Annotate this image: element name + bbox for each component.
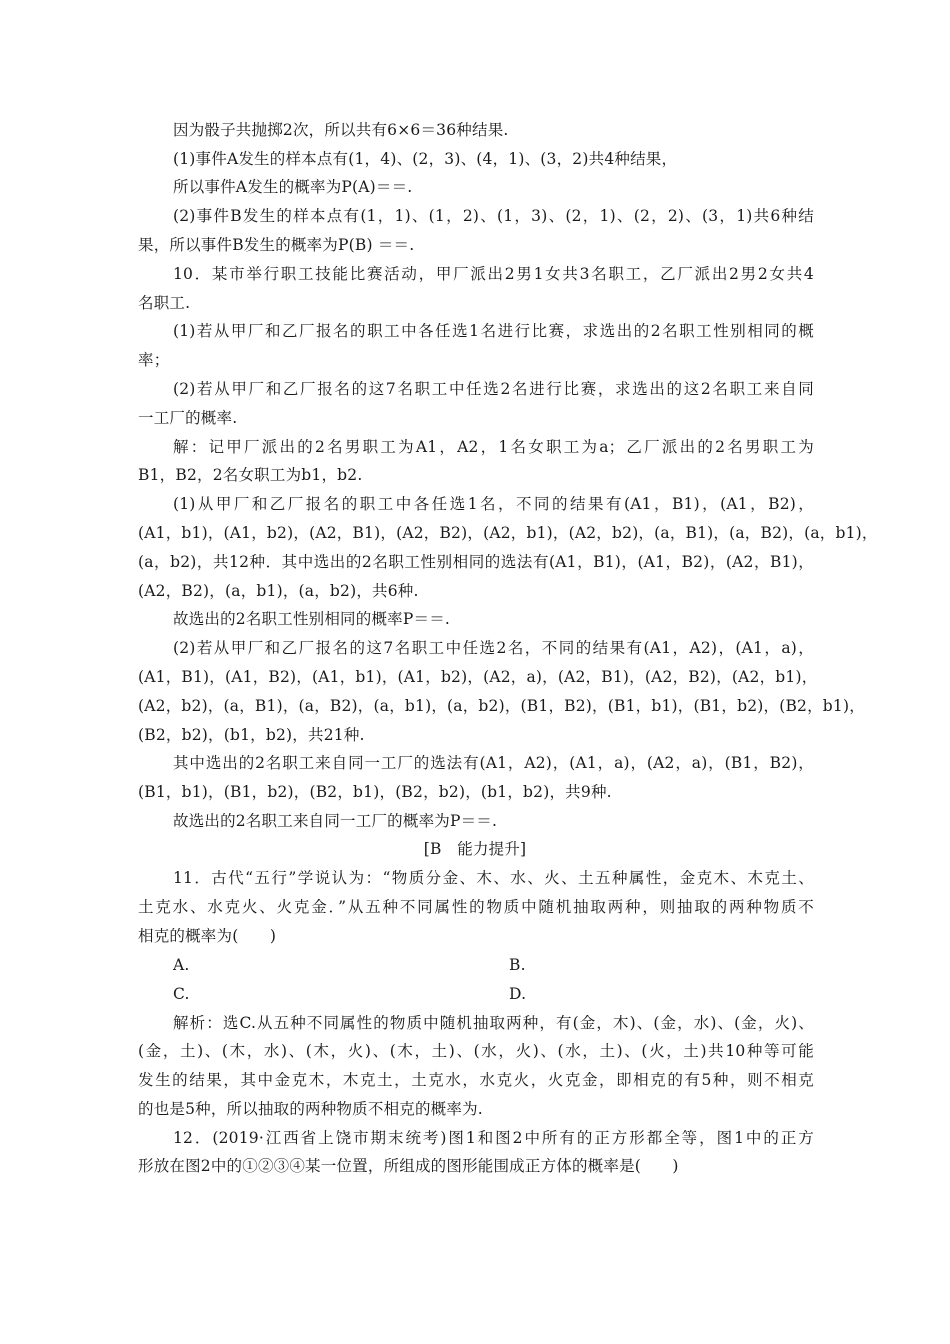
option-b: B.: [509, 956, 526, 974]
text-line: 故选出的2名职工来自同一工厂的概率为P＝＝.: [173, 812, 498, 830]
option-a: A.: [173, 956, 190, 974]
text-line: B1，B2，2名女职工为b1，b2.: [138, 466, 363, 484]
text-line: 一工厂的概率.: [138, 409, 238, 427]
text-line: (2)事件B发生的样本点有(1，1)、(1，2)、(1，3)、(2，1)、(2，2)、(3，1)共6种结: [173, 207, 814, 225]
text-line: 率；: [138, 351, 170, 369]
text-line: 发生的结果，其中金克木，木克土，土克水，水克火，火克金，即相克的有5种，则不相克: [138, 1071, 814, 1089]
analysis-line: 解析：选C.从五种不同属性的物质中随机抽取两种，有(金，木)、(金，水)、(金，火)、: [173, 1014, 814, 1032]
text-line: (A1，b1)，(A1，b2)，(A2，B1)，(A2，B2)，(A2，b1)，(A2，b2)，(a，B1)，(a，B2)，(a，b1)，: [138, 524, 878, 542]
text-line: (A2，b2)，(a，B1)，(a，B2)，(a，b1)，(a，b2)，(B1，B2)，(B1，b1)，(B1，b2)，(B2，b1)，: [138, 697, 865, 715]
text-line: 名职工.: [138, 294, 191, 312]
text-line: (2)若从甲厂和乙厂报名的这7名职工中任选2名，不同的结果有(A1，A2)，(A1，a)，: [173, 639, 814, 657]
text-line: (金，土)、(木，水)、(木，火)、(木，土)、(水，火)、(水，土)、(火，土)共10种等可能: [138, 1042, 814, 1060]
question-10-line: 10．某市举行职工技能比赛活动，甲厂派出2男1女共3名职工，乙厂派出2男2女共4: [173, 265, 814, 283]
text-line: 形放在图2中的①②③④某一位置，所组成的图形能围成正方体的概率是( ): [138, 1157, 679, 1175]
section-heading: [B 能力提升]: [423, 840, 527, 858]
text-line: (1)若从甲厂和乙厂报名的职工中各任选1名进行比赛，求选出的2名职工性别相同的概: [173, 322, 814, 340]
text-line: 因为骰子共抛掷2次，所以共有6×6＝36种结果.: [173, 121, 509, 139]
text-line: (2)若从甲厂和乙厂报名的这7名职工中任选2名进行比赛，求选出的这2名职工来自同: [173, 380, 814, 398]
option-d: D.: [509, 985, 527, 1003]
text-line: (B1，b1)，(B1，b2)，(B2，b1)，(B2，b2)，(b1，b2)，共9种.: [138, 783, 612, 801]
text-line: 故选出的2名职工性别相同的概率P＝＝.: [173, 610, 451, 628]
text-line: 所以事件A发生的概率为P(A)＝＝.: [173, 178, 413, 196]
solution-line: 解：记甲厂派出的2名男职工为A1，A2，1名女职工为a；乙厂派出的2名男职工为: [173, 438, 814, 456]
question-12-line: 12．(2019·江西省上饶市期末统考)图1和图2中所有的正方形都全等，图1中的正方: [173, 1129, 814, 1147]
text-line: (a，b2)，共12种．其中选出的2名职工性别相同的选法有(A1，B1)，(A1，B2)，(A2，B1)，: [138, 553, 814, 571]
question-11-line: 11．古代“五行”学说认为：“物质分金、木、水、火、土五种属性，金克木、木克土、: [173, 869, 814, 887]
text-line: (1)事件A发生的样本点有(1，4)、(2，3)、(4，1)、(3，2)共4种结果，: [173, 150, 678, 168]
text-line: 的也是5种，所以抽取的两种物质不相克的概率为.: [138, 1100, 483, 1118]
text-line: 相克的概率为( ): [138, 927, 277, 945]
text-line: (1)从甲厂和乙厂报名的职工中各任选1名，不同的结果有(A1，B1)，(A1，B2)，: [173, 495, 814, 513]
text-line: 果，所以事件B发生的概率为P(B) ＝＝.: [138, 236, 415, 254]
text-line: 其中选出的2名职工来自同一工厂的选法有(A1，A2)，(A1，a)，(A2，a)，(B1，B2)，: [173, 754, 814, 772]
text-line: (B2，b2)，(b1，b2)，共21种.: [138, 726, 365, 744]
option-c: C.: [173, 985, 190, 1003]
text-line: (A1，B1)，(A1，B2)，(A1，b1)，(A1，b2)，(A2，a)，(A2，B1)，(A2，B2)，(A2，b1)，: [138, 668, 818, 686]
text-line: (A2，B2)，(a，b1)，(a，b2)，共6种.: [138, 582, 419, 600]
text-line: 土克水、水克火、火克金．”从五种不同属性的物质中随机抽取两种，则抽取的两种物质不: [138, 898, 814, 916]
